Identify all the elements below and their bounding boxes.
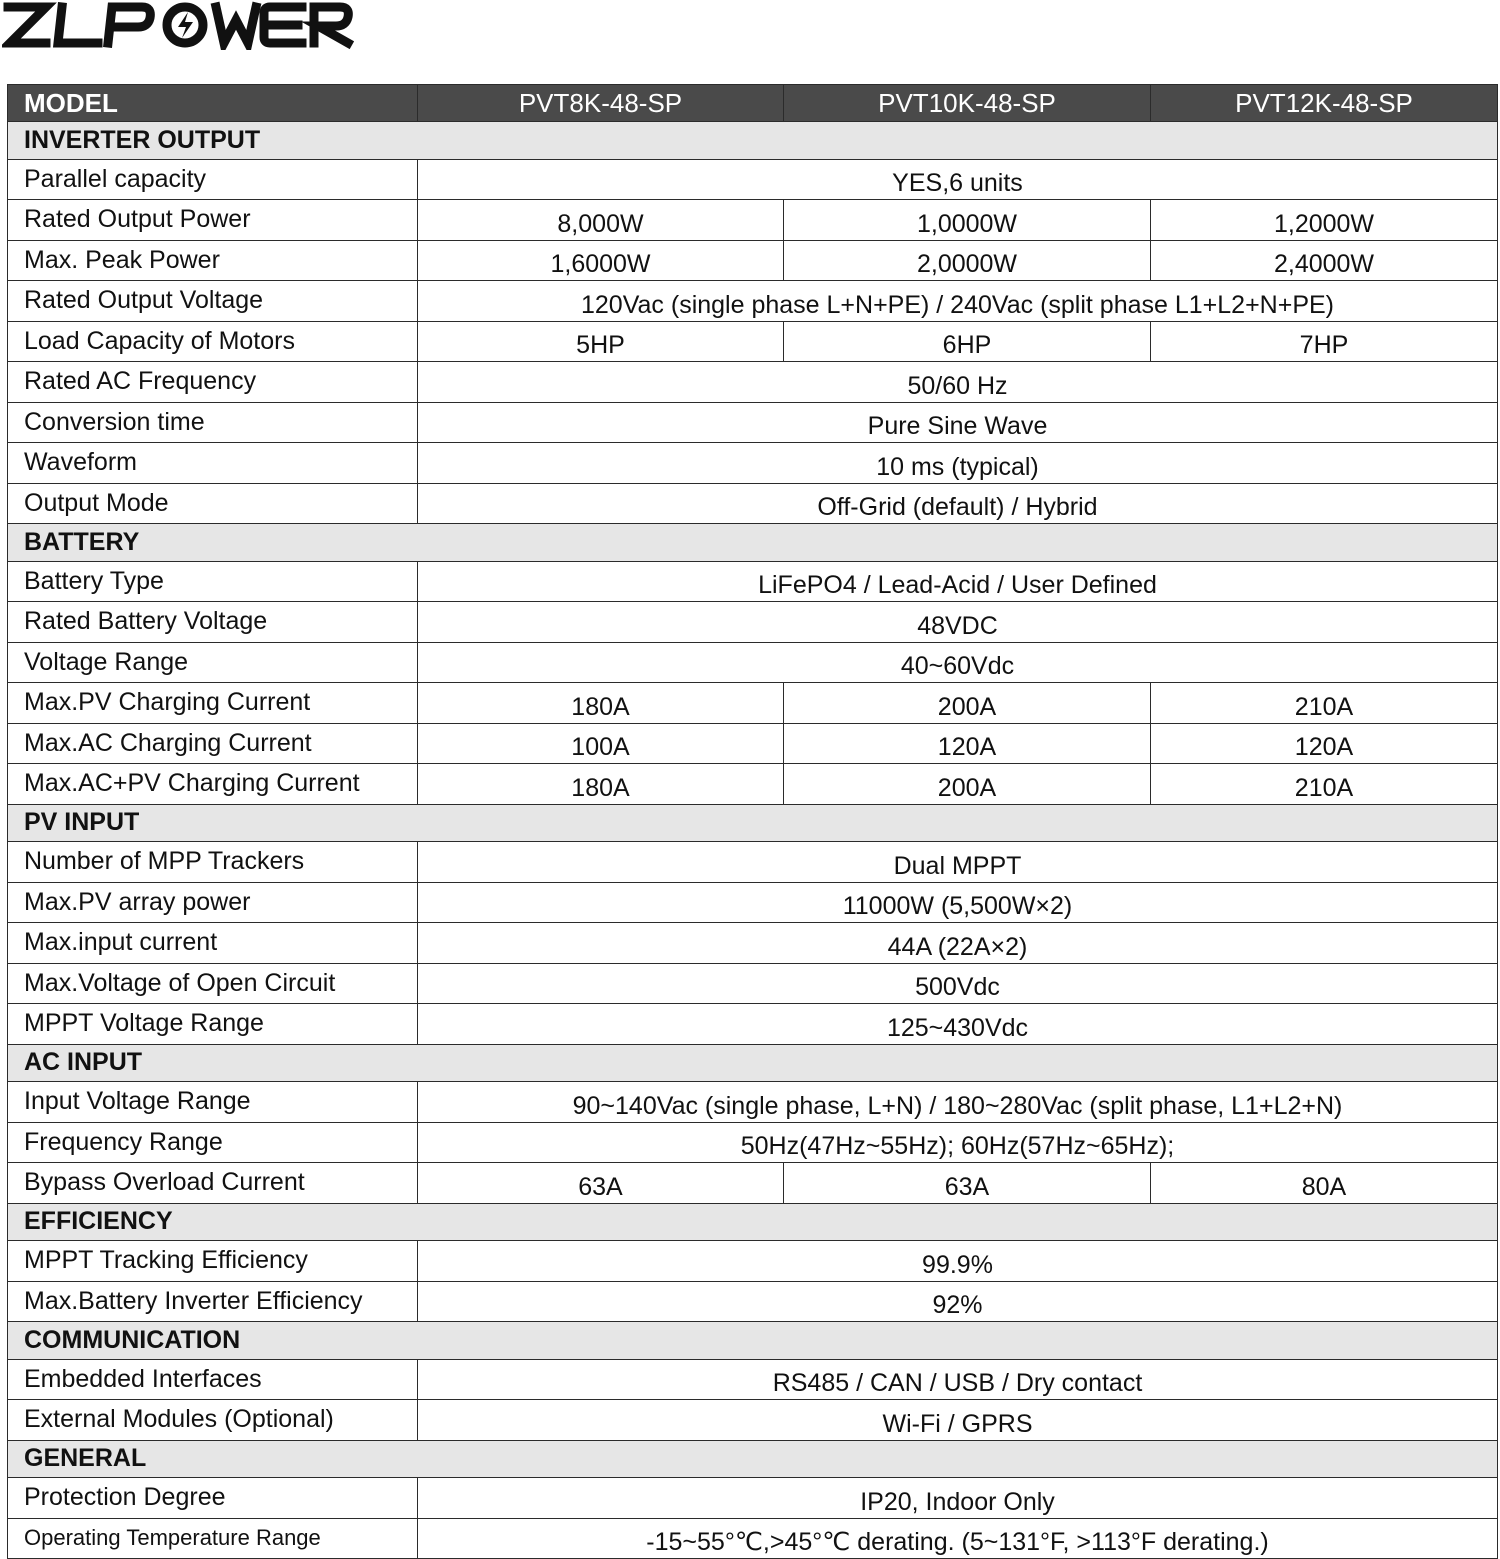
table-row xyxy=(8,842,1498,883)
table-row xyxy=(8,923,1498,964)
spec-label: Voltage Range xyxy=(8,642,418,683)
spec-label: MPPT Tracking Efficiency xyxy=(8,1241,418,1282)
spec-value: 48VDC xyxy=(418,602,1498,643)
section-row xyxy=(8,1203,1498,1241)
brand-logo xyxy=(2,0,354,50)
section-title: GENERAL xyxy=(8,1440,1498,1478)
spec-value: 92% xyxy=(418,1281,1498,1322)
spec-value: 99.9% xyxy=(418,1241,1498,1282)
table-row xyxy=(8,963,1498,1004)
zlpower-logo-icon xyxy=(2,0,354,50)
section-row xyxy=(8,1440,1498,1478)
spec-value: Off-Grid (default) / Hybrid xyxy=(418,483,1498,524)
table-row xyxy=(8,200,1498,241)
spec-label: Max. Peak Power xyxy=(8,240,418,281)
table-row xyxy=(8,159,1498,200)
table-row xyxy=(8,882,1498,923)
spec-label: Battery Type xyxy=(8,561,418,602)
spec-value: LiFePO4 / Lead-Acid / User Defined xyxy=(418,561,1498,602)
section-row xyxy=(8,122,1498,160)
spec-value: 1,6000W xyxy=(418,240,784,281)
spec-value: 44A (22A×2) xyxy=(418,923,1498,964)
spec-label: Output Mode xyxy=(8,483,418,524)
section-row xyxy=(8,1044,1498,1082)
spec-value: 5HP xyxy=(418,321,784,362)
spec-value: 500Vdc xyxy=(418,963,1498,1004)
spec-label: MPPT Voltage Range xyxy=(8,1004,418,1045)
table-row xyxy=(8,764,1498,805)
spec-label: Operating Temperature Range xyxy=(8,1518,418,1559)
spec-value: YES,6 units xyxy=(418,159,1498,200)
section-title: COMMUNICATION xyxy=(8,1322,1498,1360)
spec-label: Rated Battery Voltage xyxy=(8,602,418,643)
spec-label: Max.AC+PV Charging Current xyxy=(8,764,418,805)
spec-label: Max.AC Charging Current xyxy=(8,723,418,764)
section-row xyxy=(8,1322,1498,1360)
header-row xyxy=(8,85,1498,122)
spec-value: 2,0000W xyxy=(784,240,1151,281)
spec-value: 1,2000W xyxy=(1151,200,1498,241)
spec-label: Max.Voltage of Open Circuit xyxy=(8,963,418,1004)
spec-label: External Modules (Optional) xyxy=(8,1400,418,1441)
spec-label: Parallel capacity xyxy=(8,159,418,200)
spec-label: Max.PV array power xyxy=(8,882,418,923)
table-row xyxy=(8,362,1498,403)
spec-value: -15~55°℃,>45°℃ derating. (5~131°F, >113°F derating.) xyxy=(418,1518,1498,1559)
spec-label: Embedded Interfaces xyxy=(8,1359,418,1400)
model-column-header: PVT10K-48-SP xyxy=(784,85,1151,122)
spec-value: 80A xyxy=(1151,1163,1498,1204)
spec-value: 210A xyxy=(1151,683,1498,724)
spec-label: Number of MPP Trackers xyxy=(8,842,418,883)
section-title: PV INPUT xyxy=(8,804,1498,842)
spec-value: Dual MPPT xyxy=(418,842,1498,883)
spec-value: 1,0000W xyxy=(784,200,1151,241)
spec-value: 10 ms (typical) xyxy=(418,443,1498,484)
spec-label: Waveform xyxy=(8,443,418,484)
section-title: INVERTER OUTPUT xyxy=(8,122,1498,160)
table-row xyxy=(8,1122,1498,1163)
table-row xyxy=(8,1004,1498,1045)
spec-label: Rated Output Voltage xyxy=(8,281,418,322)
table-row xyxy=(8,723,1498,764)
spec-value: 200A xyxy=(784,764,1151,805)
section-row xyxy=(8,524,1498,562)
table-row xyxy=(8,402,1498,443)
model-header-label: MODEL xyxy=(8,85,418,122)
spec-label: Max.input current xyxy=(8,923,418,964)
spec-value: 63A xyxy=(784,1163,1151,1204)
spec-value: 50/60 Hz xyxy=(418,362,1498,403)
spec-label: Conversion time xyxy=(8,402,418,443)
spec-value: 180A xyxy=(418,764,784,805)
spec-value: 90~140Vac (single phase, L+N) / 180~280Vac (split phase, L1+L2+N) xyxy=(418,1082,1498,1123)
table-row xyxy=(8,1359,1498,1400)
spec-value: 120A xyxy=(1151,723,1498,764)
spec-value: 100A xyxy=(418,723,784,764)
table-row xyxy=(8,1082,1498,1123)
table-row xyxy=(8,683,1498,724)
spec-value: 200A xyxy=(784,683,1151,724)
table-row xyxy=(8,321,1498,362)
section-title: AC INPUT xyxy=(8,1044,1498,1082)
spec-value: 50Hz(47Hz~55Hz); 60Hz(57Hz~65Hz); xyxy=(418,1122,1498,1163)
spec-value: 2,4000W xyxy=(1151,240,1498,281)
table-row xyxy=(8,1518,1498,1559)
table-row xyxy=(8,561,1498,602)
spec-table xyxy=(7,84,1498,1559)
table-row xyxy=(8,1400,1498,1441)
table-row xyxy=(8,483,1498,524)
spec-label: Max.Battery Inverter Efficiency xyxy=(8,1281,418,1322)
model-column-header: PVT8K-48-SP xyxy=(418,85,784,122)
spec-value: 40~60Vdc xyxy=(418,642,1498,683)
spec-value: 63A xyxy=(418,1163,784,1204)
spec-value: 210A xyxy=(1151,764,1498,805)
spec-label: Load Capacity of Motors xyxy=(8,321,418,362)
section-title: EFFICIENCY xyxy=(8,1203,1498,1241)
spec-value: IP20, Indoor Only xyxy=(418,1478,1498,1519)
spec-value: 180A xyxy=(418,683,784,724)
spec-value: 7HP xyxy=(1151,321,1498,362)
spec-label: Max.PV Charging Current xyxy=(8,683,418,724)
spec-label: Bypass Overload Current xyxy=(8,1163,418,1204)
table-row xyxy=(8,602,1498,643)
spec-value: 125~430Vdc xyxy=(418,1004,1498,1045)
table-row xyxy=(8,1163,1498,1204)
spec-value: Wi-Fi / GPRS xyxy=(418,1400,1498,1441)
spec-label: Protection Degree xyxy=(8,1478,418,1519)
spec-value: Pure Sine Wave xyxy=(418,402,1498,443)
spec-label: Frequency Range xyxy=(8,1122,418,1163)
spec-value: 120A xyxy=(784,723,1151,764)
table-row xyxy=(8,281,1498,322)
spec-value: 8,000W xyxy=(418,200,784,241)
table-row xyxy=(8,642,1498,683)
spec-value: 6HP xyxy=(784,321,1151,362)
spec-label: Rated Output Power xyxy=(8,200,418,241)
table-row xyxy=(8,240,1498,281)
section-title: BATTERY xyxy=(8,524,1498,562)
spec-value: RS485 / CAN / USB / Dry contact xyxy=(418,1359,1498,1400)
section-row xyxy=(8,804,1498,842)
table-row xyxy=(8,443,1498,484)
table-row xyxy=(8,1281,1498,1322)
spec-label: Input Voltage Range xyxy=(8,1082,418,1123)
table-row xyxy=(8,1241,1498,1282)
model-column-header: PVT12K-48-SP xyxy=(1151,85,1498,122)
spec-label: Rated AC Frequency xyxy=(8,362,418,403)
spec-value: 11000W (5,500W×2) xyxy=(418,882,1498,923)
spec-value: 120Vac (single phase L+N+PE) / 240Vac (split phase L1+L2+N+PE) xyxy=(418,281,1498,322)
